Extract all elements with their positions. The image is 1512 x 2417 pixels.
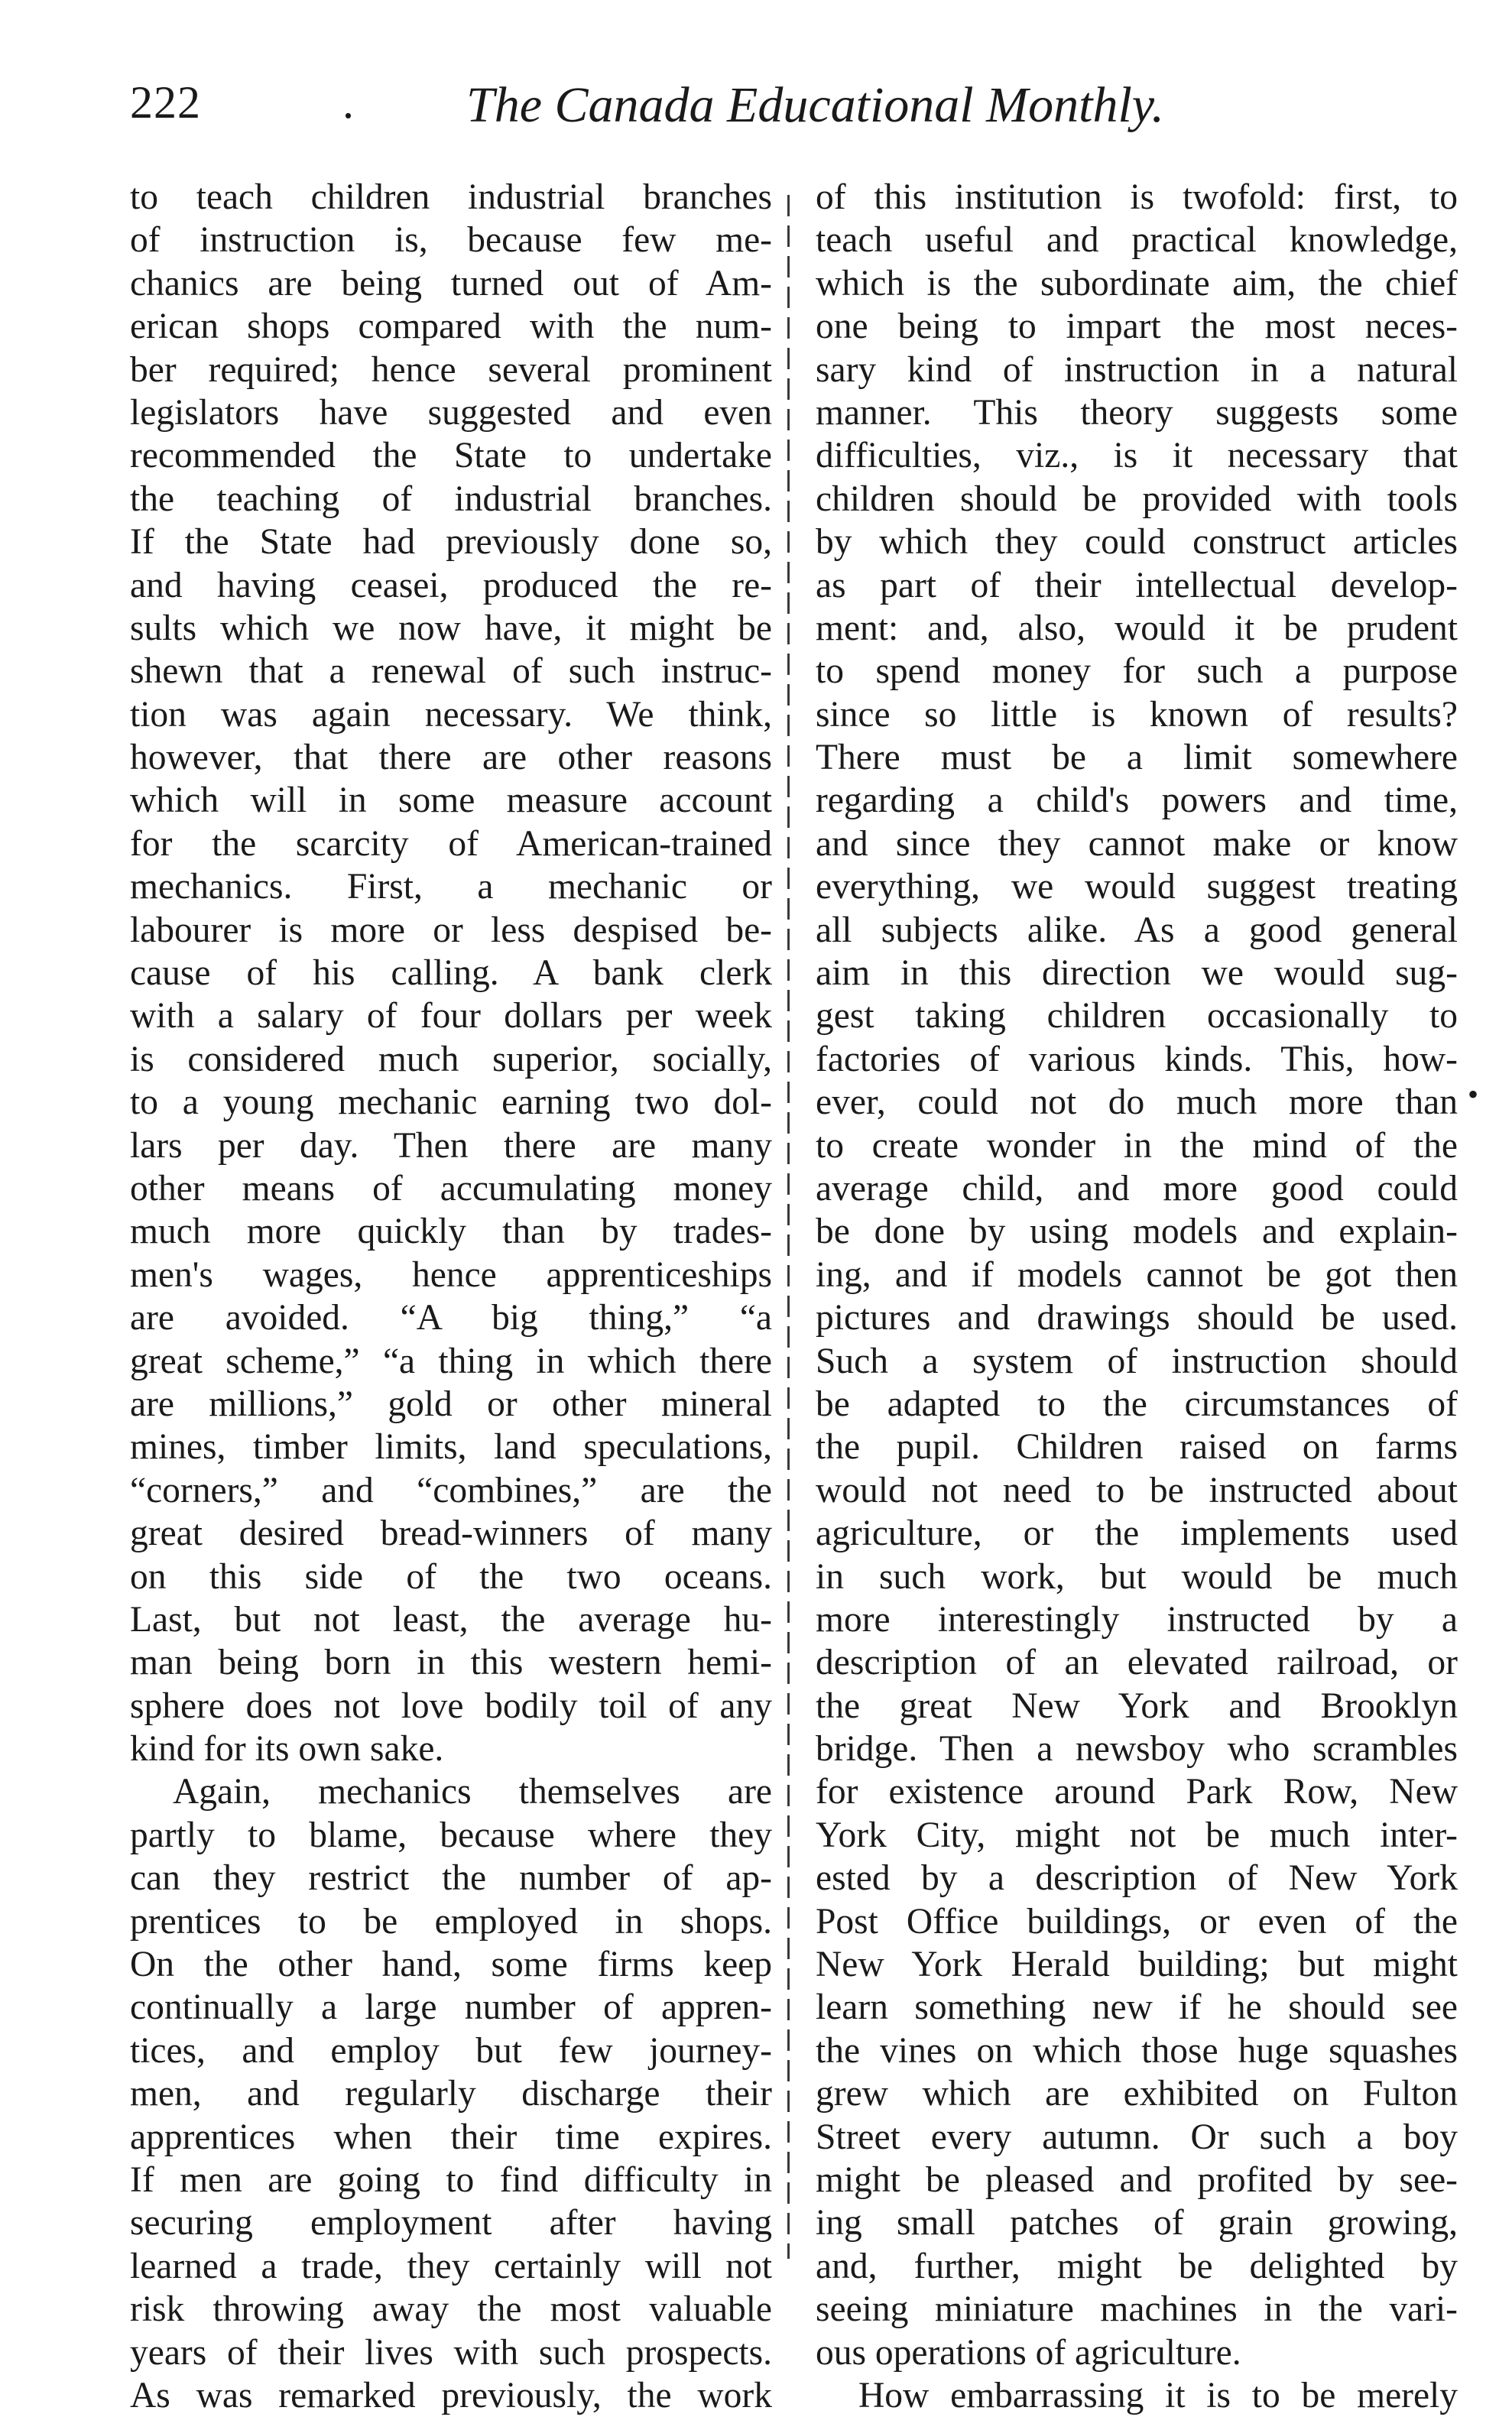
text-line: men's wages, hence apprenticeships bbox=[130, 1254, 772, 1295]
text-line: learn something new if he should see bbox=[816, 1987, 1458, 2028]
text-line: lars per day. Then there are many bbox=[130, 1125, 772, 1166]
text-line: for the scarcity of American-trained bbox=[130, 823, 772, 864]
text-line: Again, mechanics themselves are bbox=[173, 1772, 772, 1812]
text-line: labourer is more or less despised be- bbox=[130, 910, 772, 950]
text-line: shewn that a renewal of such instruc- bbox=[130, 651, 772, 692]
text-line: for existence around Park Row, New bbox=[816, 1772, 1458, 1812]
text-line: risk throwing away the most valuable bbox=[130, 2289, 772, 2330]
text-line: the teaching of industrial branches. bbox=[130, 479, 772, 519]
text-line: more interestingly instructed by a bbox=[816, 1599, 1458, 1640]
text-line: manner. This theory suggests some bbox=[816, 392, 1458, 433]
text-line: are millions,” gold or other mineral bbox=[130, 1384, 772, 1424]
right-text-column bbox=[816, 176, 1458, 2417]
text-line: agriculture, or the implements used bbox=[816, 1513, 1458, 1554]
text-line: the pupil. Children raised on farms bbox=[816, 1427, 1458, 1468]
text-line: gest taking children occasionally to bbox=[816, 996, 1458, 1037]
text-line: the vines on which those huge squashes bbox=[816, 2030, 1458, 2071]
text-line: pictures and drawings should be used. bbox=[816, 1298, 1458, 1338]
text-line: be done by using models and explain- bbox=[816, 1212, 1458, 1252]
text-line: apprentices when their time expires. bbox=[130, 2117, 772, 2157]
text-line: other means of accumulating money bbox=[130, 1168, 772, 1208]
text-line: If men are going to find difficulty in bbox=[130, 2159, 772, 2200]
text-line: There must be a limit somewhere bbox=[816, 738, 1458, 778]
text-line: average child, and more good could bbox=[816, 1168, 1458, 1208]
text-line: children should be provided with tools bbox=[816, 479, 1458, 519]
text-line: sary kind of instruction in a natural bbox=[816, 349, 1458, 390]
text-line: On the other hand, some firms keep bbox=[130, 1945, 772, 1985]
text-line: Such a system of instruction should bbox=[816, 1341, 1458, 1381]
text-line: to a young mechanic earning two dol- bbox=[130, 1082, 772, 1123]
text-line: ing small patches of grain growing, bbox=[816, 2203, 1458, 2243]
text-line: tices, and employ but few journey- bbox=[130, 2030, 772, 2071]
text-line: ing, and if models cannot be got then bbox=[816, 1254, 1458, 1295]
text-line: great scheme,” “a thing in which there bbox=[130, 1341, 772, 1381]
text-line: If the State had previously done so, bbox=[130, 522, 772, 563]
text-line: to teach children industrial branches bbox=[130, 177, 772, 217]
text-line: of instruction is, because few me- bbox=[130, 220, 772, 261]
page-number: 222 bbox=[130, 77, 201, 128]
margin-mark: • bbox=[1468, 1077, 1479, 1111]
text-line: are avoided. “A big thing,” “a bbox=[130, 1298, 772, 1338]
text-line: all subjects alike. As a good general bbox=[816, 910, 1458, 950]
text-line: Post Office buildings, or even of the bbox=[816, 1901, 1458, 1942]
text-line: cause of his calling. A bank clerk bbox=[130, 953, 772, 994]
text-line: much more quickly than by trades- bbox=[130, 1212, 772, 1252]
text-line: and since they cannot make or know bbox=[816, 823, 1458, 864]
text-line: in such work, but would be much bbox=[816, 1556, 1458, 1597]
text-line: is considered much superior, socially, bbox=[130, 1039, 772, 1079]
text-line: How embarrassing it is to be merely bbox=[858, 2375, 1458, 2415]
text-line: ber required; hence several prominent bbox=[130, 349, 772, 390]
text-line: partly to blame, because where they bbox=[130, 1815, 772, 1855]
text-line: sphere does not love bodily toil of any bbox=[130, 1685, 772, 1726]
text-line: aim in this direction we would sug- bbox=[816, 953, 1458, 994]
text-line: description of an elevated railroad, or bbox=[816, 1643, 1458, 1683]
text-line: legislators have suggested and even bbox=[130, 392, 772, 433]
text-line: difficulties, viz., is it necessary that bbox=[816, 436, 1458, 476]
column-divider-rule bbox=[787, 195, 790, 2259]
text-line: the great New York and Brooklyn bbox=[816, 1685, 1458, 1726]
text-line: continually a large number of appren- bbox=[130, 1987, 772, 2028]
text-line: and having ceasei, produced the re- bbox=[130, 565, 772, 605]
text-line: of this institution is twofold: first, to bbox=[816, 177, 1458, 217]
text-line: bridge. Then a newsboy who scrambles bbox=[816, 1729, 1458, 1770]
text-line: however, that there are other reasons bbox=[130, 738, 772, 778]
text-line: mechanics. First, a mechanic or bbox=[130, 867, 772, 907]
text-line: factories of various kinds. This, how- bbox=[816, 1039, 1458, 1079]
text-line: learned a trade, they certainly will not bbox=[130, 2246, 772, 2286]
text-line: ous operations of agriculture. bbox=[816, 2332, 1241, 2373]
text-line: to spend money for such a purpose bbox=[816, 651, 1458, 692]
text-line: tion was again necessary. We think, bbox=[130, 694, 772, 735]
text-line: might be pleased and profited by see- bbox=[816, 2159, 1458, 2200]
text-line: years of their lives with such prospects. bbox=[130, 2332, 772, 2373]
text-line: As was remarked previously, the work bbox=[130, 2375, 772, 2415]
left-text-column bbox=[130, 176, 772, 2417]
text-line: as part of their intellectual develop- bbox=[816, 565, 1458, 605]
text-line: everything, we would suggest treating bbox=[816, 867, 1458, 907]
text-line: one being to impart the most neces- bbox=[816, 307, 1458, 347]
text-line: would not need to be instructed about bbox=[816, 1470, 1458, 1510]
header-separator: . bbox=[342, 77, 354, 128]
running-title: The Canada Educational Monthly. bbox=[466, 77, 1164, 133]
text-line: recommended the State to undertake bbox=[130, 436, 772, 476]
text-line: can they restrict the number of ap- bbox=[130, 1858, 772, 1899]
text-line: “corners,” and “combines,” are the bbox=[130, 1470, 772, 1510]
text-line: regarding a child's powers and time, bbox=[816, 780, 1458, 821]
text-line: Street every autumn. Or such a boy bbox=[816, 2117, 1458, 2157]
running-header bbox=[130, 76, 1445, 145]
text-line: York City, might not be much inter- bbox=[816, 1815, 1458, 1855]
text-line: great desired bread-winners of many bbox=[130, 1513, 772, 1554]
text-line: grew which are exhibited on Fulton bbox=[816, 2074, 1458, 2114]
text-line: seeing miniature machines in the vari- bbox=[816, 2289, 1458, 2330]
text-line: securing employment after having bbox=[130, 2203, 772, 2243]
text-line: since so little is known of results? bbox=[816, 694, 1458, 735]
text-line: with a salary of four dollars per week bbox=[130, 996, 772, 1037]
text-line: be adapted to the circumstances of bbox=[816, 1384, 1458, 1424]
text-line: by which they could construct articles bbox=[816, 522, 1458, 563]
text-line: ment: and, also, would it be prudent bbox=[816, 608, 1458, 648]
text-line: men, and regularly discharge their bbox=[130, 2074, 772, 2114]
text-line: New York Herald building; but might bbox=[816, 1945, 1458, 1985]
text-line: man being born in this western hemi- bbox=[130, 1643, 772, 1683]
text-line: mines, timber limits, land speculations, bbox=[130, 1427, 772, 1468]
text-line: Last, but not least, the average hu- bbox=[130, 1599, 772, 1640]
text-line: on this side of the two oceans. bbox=[130, 1556, 772, 1597]
text-line: and, further, might be delighted by bbox=[816, 2246, 1458, 2286]
text-line: kind for its own sake. bbox=[130, 1729, 444, 1770]
text-line: which is the subordinate aim, the chief bbox=[816, 263, 1458, 303]
text-line: erican shops compared with the num- bbox=[130, 307, 772, 347]
text-line: teach useful and practical knowledge, bbox=[816, 220, 1458, 261]
text-line: which will in some measure account bbox=[130, 780, 772, 821]
text-line: to create wonder in the mind of the bbox=[816, 1125, 1458, 1166]
text-line: ever, could not do much more than bbox=[816, 1082, 1458, 1123]
text-line: ested by a description of New York bbox=[816, 1858, 1458, 1899]
text-line: sults which we now have, it might be bbox=[130, 608, 772, 648]
text-line: prentices to be employed in shops. bbox=[130, 1901, 772, 1942]
text-line: chanics are being turned out of Am- bbox=[130, 263, 772, 303]
